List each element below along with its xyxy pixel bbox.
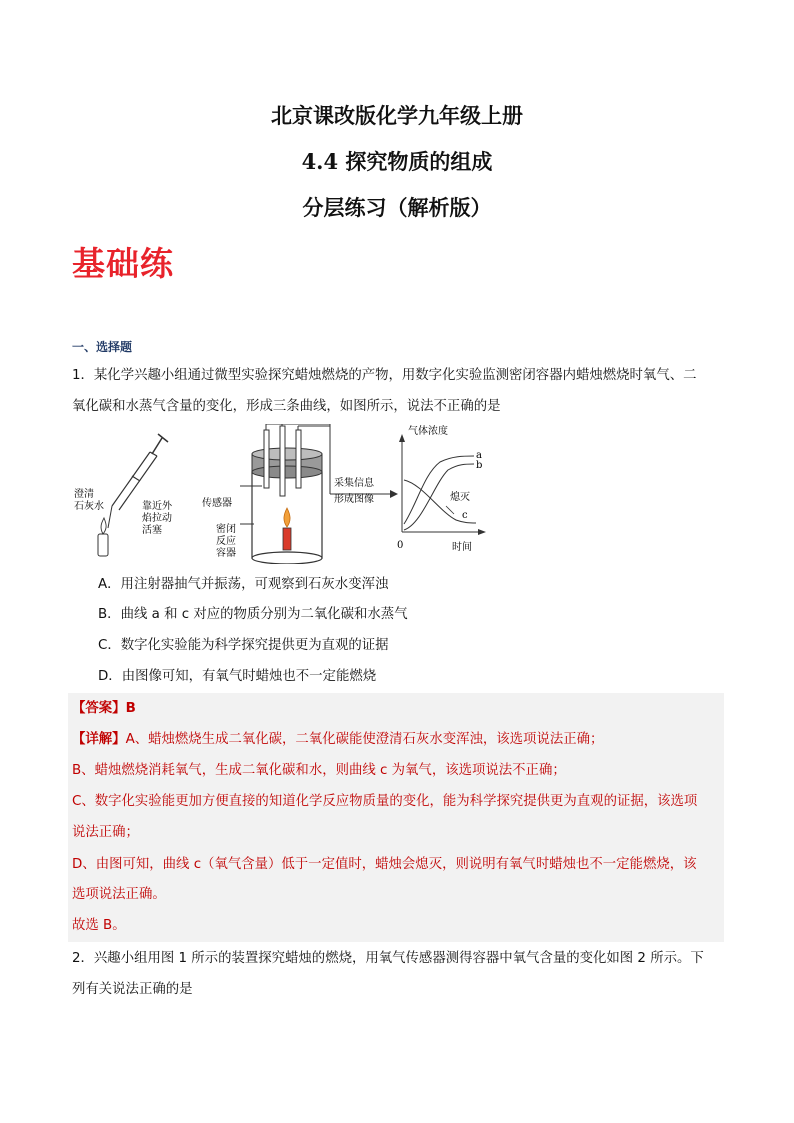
fig-label-sensor: 传感器	[202, 498, 232, 509]
concentration-graph	[399, 434, 486, 535]
q1-detail-line5: D、由图可知，曲线 c（氧气含量）低于一定值时，蜡烛会熄灭，则说明有氧气时蜡烛也不一定能燃烧，该	[72, 857, 697, 872]
section-heading: 一、选择题	[72, 340, 133, 354]
answer-label: 【答案】	[72, 701, 126, 716]
q1-detail-line7: 故选 B。	[72, 918, 126, 933]
q1-stem-line2: 氧化碳和水蒸气含量的变化，形成三条曲线，如图所示，说法不正确的是	[72, 399, 501, 414]
syringe-apparatus	[98, 434, 168, 556]
q2-stem-line1: 2．兴趣小组用图 1 所示的装置探究蜡烛的燃烧，用氧气传感器测得容器中氧气含量的变化如图 2 所示。下	[72, 951, 704, 966]
answer-value: B	[125, 701, 136, 716]
q1-detail-line2: B、蜡烛燃烧消耗氧气，生成二氧化碳和水，则曲线 c 为氧气，该选项说法不正确；	[72, 763, 566, 778]
graph-extinguish: 熄灭	[450, 492, 470, 503]
q1-option-d: D．由图像可知，有氧气时蜡烛也不一定能燃烧	[98, 669, 377, 684]
fig-label-limewater: 石灰水	[74, 501, 104, 512]
q1-answer	[72, 700, 732, 718]
q1-stem-line1: 1．某化学兴趣小组通过微型实验探究蜡烛燃烧的产物，用数字化实验监测密闭容器内蜡烛燃烧时氧气、二	[72, 368, 697, 383]
level-heading: 基础练	[72, 244, 174, 283]
doc-title-line2: 4.4 探究物质的组成	[301, 149, 493, 174]
q1-detail-line1	[72, 731, 732, 749]
fig-label-collect: 采集信息	[334, 478, 374, 489]
q1-detail-line3: C、数字化实验能更加方便直接的知道化学反应物质量的变化，能为科学探究提供更为直观的证据，该选项	[72, 794, 698, 809]
detail-text-a: A、蜡烛燃烧生成二氧化碳，二氧化碳能使澄清石灰水变浑浊，该选项说法正确；	[125, 732, 604, 747]
graph-origin: 0	[397, 540, 404, 551]
detail-label: 【详解】	[72, 732, 126, 747]
q1-option-b: B．曲线 a 和 c 对应的物质分别为二氧化碳和水蒸气	[98, 607, 408, 622]
graph-curve-b: b	[476, 460, 483, 471]
graph-curve-a: a	[476, 450, 482, 461]
fig-label-piston: 活塞	[142, 525, 162, 536]
q1-option-a: A．用注射器抽气并振荡，可观察到石灰水变浑浊	[98, 577, 389, 592]
q1-detail-line4: 说法正确；	[72, 825, 139, 840]
graph-ylabel: 气体浓度	[408, 426, 448, 437]
q1-option-c: C．数字化实验能为科学探究提供更为直观的证据	[98, 638, 389, 653]
fig-label-container: 容器	[216, 548, 236, 559]
fig-label-near-flame1: 靠近外	[142, 501, 172, 512]
fig-label-form-image: 形成图像	[334, 494, 374, 505]
doc-title-line3: 分层练习（解析版）	[302, 196, 492, 220]
fig-label-clear: 澄清	[74, 489, 94, 500]
fig-label-near-flame2: 焰拉动	[142, 513, 172, 524]
q1-figure	[72, 424, 512, 564]
fig-label-reaction: 反应	[216, 536, 236, 547]
fig-label-sealed: 密闭	[216, 524, 236, 535]
graph-curve-c: c	[462, 510, 468, 521]
q1-detail-line6: 选项说法正确。	[72, 887, 166, 902]
q2-stem-line2: 列有关说法正确的是	[72, 982, 193, 997]
graph-xlabel: 时间	[452, 542, 472, 553]
sealed-container	[240, 424, 330, 564]
doc-title-line1: 北京课改版化学九年级上册	[271, 104, 523, 128]
